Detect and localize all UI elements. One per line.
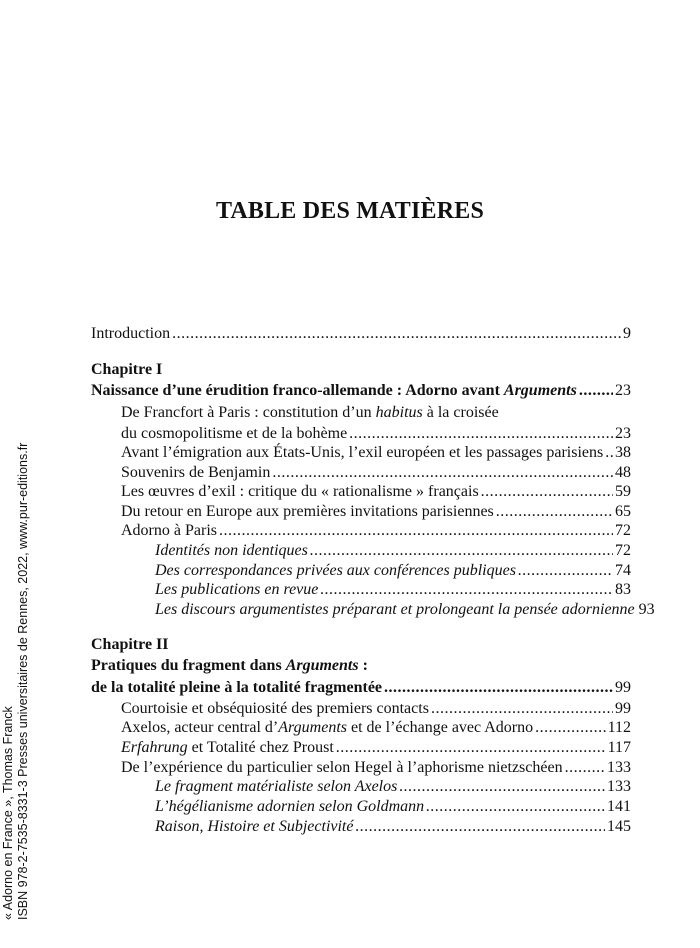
toc-entry-label: Du retour en Europe aux premières invitations parisiennes	[121, 503, 494, 520]
toc-entry-subsection[interactable]	[91, 777, 631, 797]
dot-leader	[320, 580, 613, 600]
toc-entry-section[interactable]	[91, 718, 631, 738]
toc-entry-section[interactable]	[91, 463, 631, 483]
page-number: 72	[615, 542, 631, 559]
toc-entry-label: Adorno à Paris	[121, 522, 217, 539]
page-number: 117	[607, 739, 631, 756]
toc-entry-label: Courtoisie et obséquiosité des premiers contacts	[121, 700, 429, 717]
dot-leader	[426, 797, 605, 817]
toc-entry-subsection[interactable]	[91, 541, 631, 561]
toc-entry-label: Identités non identiques	[155, 542, 308, 559]
page-number: 133	[607, 778, 631, 795]
chapter-title: Pratiques du fragment dans Arguments :	[91, 657, 368, 674]
toc-entry-subsection[interactable]	[91, 580, 631, 600]
toc-entry-chapter-2[interactable]	[91, 678, 631, 698]
toc-entry-label: Avant l’émigration aux États-Unis, l’exil européen et les passages parisiens	[121, 444, 604, 461]
dot-leader	[272, 463, 613, 483]
toc-entry-label: Naissance d’une érudition franco-allemande : Adorno avant Arguments	[91, 382, 577, 399]
page-title: TABLE DES MATIÈRES	[215, 198, 485, 224]
page-number: 65	[615, 503, 631, 520]
toc-entry-label: Les discours argumentistes préparant et prolongeant la pensée adornienne	[155, 601, 635, 618]
side-note-line: « Adorno en France », Thomas Franck	[1, 706, 15, 920]
page-number: 38	[615, 444, 631, 461]
toc-entry-label: L’hégélianisme adornien selon Goldmann	[155, 798, 425, 815]
side-note-line: ISBN 978-2-7535-8331-3 Presses universitaires de Rennes, 2022, www.pur-editions.fr	[16, 442, 30, 920]
toc-entry-label: Erfahrung et Totalité chez Proust	[121, 739, 334, 756]
toc-entry-subsection[interactable]	[91, 797, 631, 817]
page-number: 83	[615, 581, 631, 598]
dot-leader	[518, 561, 613, 581]
toc-entry-section[interactable]	[91, 758, 631, 778]
page-number: 9	[623, 325, 631, 342]
page-number: 23	[615, 382, 631, 399]
page-number: 99	[615, 700, 631, 717]
dot-leader	[349, 424, 613, 444]
toc-entry-label: Souvenirs de Benjamin	[121, 464, 271, 481]
dot-leader	[431, 699, 613, 719]
dot-leader	[336, 738, 606, 758]
chapter-heading: Chapitre II	[91, 636, 169, 653]
page-number: 23	[615, 425, 631, 442]
page-number: 59	[615, 483, 631, 500]
toc-entry-label: Les œuvres d’exil : critique du « rationalisme » français	[121, 483, 479, 500]
toc-entry-subsection[interactable]	[91, 561, 631, 581]
toc-entry-label: Des correspondances privées aux conférences publiques	[155, 562, 516, 579]
dot-leader	[172, 324, 621, 344]
toc-entry-section[interactable]	[91, 502, 631, 522]
toc-entry-section[interactable]	[91, 424, 631, 444]
toc-entry-label: Le fragment matérialiste selon Axelos	[155, 778, 398, 795]
dot-leader	[384, 678, 613, 698]
toc-entry-label: Axelos, acteur central d’Arguments et de l’échange avec Adorno	[121, 719, 534, 736]
chapter-heading: Chapitre I	[91, 361, 163, 378]
dot-leader	[310, 541, 613, 561]
toc-entry-section[interactable]	[91, 738, 631, 758]
dot-leader	[605, 443, 613, 463]
toc-entry-label: Introduction	[91, 325, 171, 342]
toc-entry-section[interactable]	[91, 443, 631, 463]
page-number: 48	[615, 464, 631, 481]
dot-leader	[399, 777, 605, 797]
toc-entry-section[interactable]	[91, 699, 631, 719]
toc-entry-label: Les publications en revue	[155, 581, 319, 598]
dot-leader	[355, 817, 605, 837]
dot-leader	[496, 502, 613, 522]
side-copyright-note	[1, 420, 50, 920]
page-number: 141	[607, 798, 631, 815]
page-number: 99	[615, 679, 631, 696]
page-number: 133	[607, 759, 631, 776]
page-number: 72	[615, 522, 631, 539]
toc-entry-label: De Francfort à Paris : constitution d’un habitus à la croisée	[121, 404, 499, 421]
page-number: 74	[615, 562, 631, 579]
toc-entry-section[interactable]	[91, 521, 631, 541]
toc-entry-subsection[interactable]	[91, 600, 655, 620]
toc-entry-chapter-1[interactable]	[91, 381, 631, 401]
dot-leader	[579, 381, 613, 401]
dot-leader	[565, 758, 605, 778]
toc-entry-introduction[interactable]	[91, 324, 631, 344]
page-number: 112	[607, 719, 631, 736]
toc-entry-section[interactable]	[91, 482, 631, 502]
dot-leader	[535, 718, 605, 738]
dot-leader	[481, 482, 613, 502]
toc-entry-label: de la totalité pleine à la totalité fragmentée	[91, 679, 383, 696]
toc-entry-subsection[interactable]	[91, 817, 631, 837]
page-number: 145	[607, 818, 631, 835]
toc-entry-label: Raison, Histoire et Subjectivité	[155, 818, 354, 835]
toc-entry-label: De l’expérience du particulier selon Hegel à l’aphorisme nietzschéen	[121, 759, 563, 776]
page-number: 93	[638, 601, 655, 618]
toc-entry-label: du cosmopolitisme et de la bohème	[121, 425, 348, 442]
dot-leader	[219, 521, 613, 541]
